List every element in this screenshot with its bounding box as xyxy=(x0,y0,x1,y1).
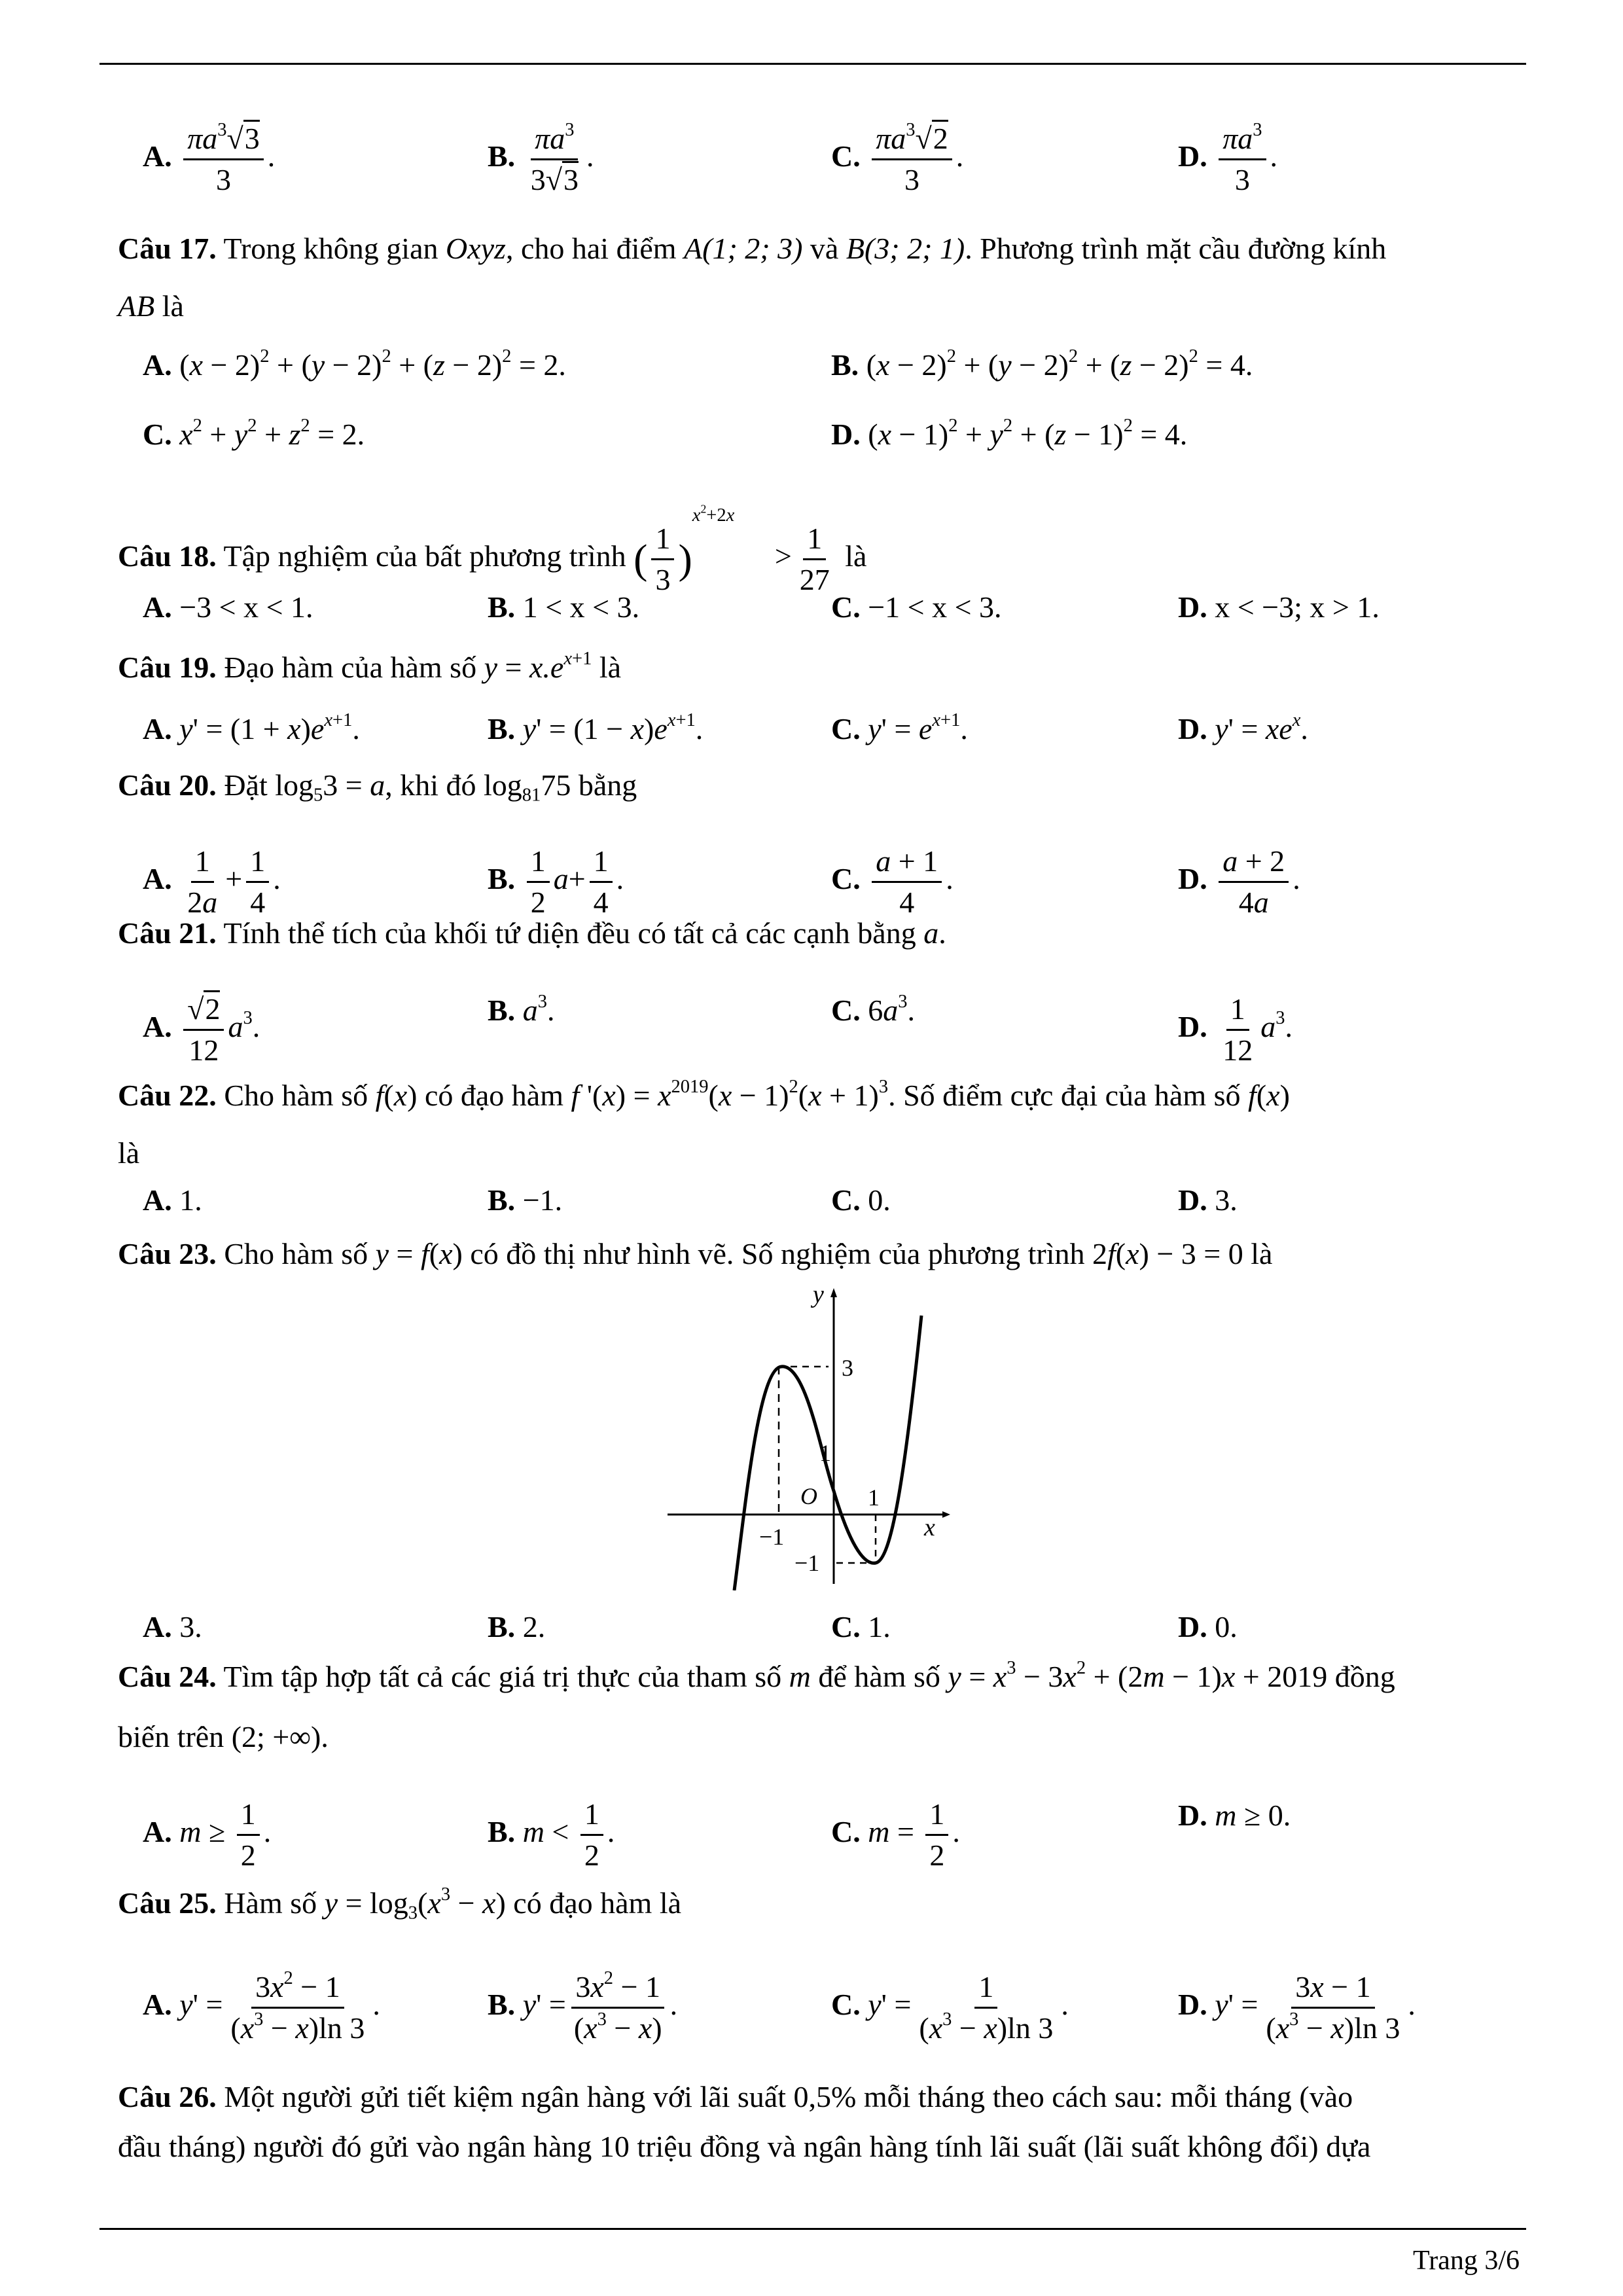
tick-label-x1: 1 xyxy=(868,1484,880,1511)
header-rule xyxy=(99,63,1526,65)
tick-label-3: 3 xyxy=(842,1355,853,1381)
q21-option-a: A. $\frac{√2}{12}$ $a^3$. xyxy=(143,992,260,1067)
q19-stem: Câu 19. Đạo hàm của hàm số $y = x.e^{x+1}$ là xyxy=(118,649,622,684)
q19-option-c: C. $y' = e^{x+1}$. xyxy=(831,710,968,745)
q23-option-a: A. 3. xyxy=(143,1610,202,1643)
q22-option-a: A. 1. xyxy=(143,1183,202,1217)
origin-label: O xyxy=(800,1483,817,1509)
q16-option-c: C. $\frac{\pi a^3√2}{3}$ . xyxy=(831,120,964,196)
q16-option-b: B. $\frac{\pi a^3}{3√3}$ . xyxy=(488,120,594,196)
q23-stem: Câu 23. Cho hàm số y = f(x) có đồ thị như hình vẽ. Số nghiệm của phương trình 2f(x) − 3 = 0 là xyxy=(118,1237,1273,1270)
q24-stem-2: biến trên (2; +∞). xyxy=(118,1720,329,1753)
x-axis-label: x xyxy=(924,1514,935,1541)
q24-option-c: C. m = $\frac{1}{2}$ . xyxy=(831,1797,960,1872)
tick-label-yminus1: −1 xyxy=(794,1550,820,1576)
q21-option-c: C. $6a^3$. xyxy=(831,992,915,1027)
q25-stem: Câu 25. Hàm số $y = \log_3(x^3 - x)$ có đạo hàm là xyxy=(118,1884,682,1924)
q25-option-b: B. y' = $\frac{3x^2 - 1}{(x^3 - x)}$ . xyxy=(488,1968,678,2045)
q22-stem-2: là xyxy=(118,1136,140,1170)
q23-graph xyxy=(661,1283,962,1590)
q18-option-a: A. −3 < x < 1. xyxy=(143,590,313,624)
q18-option-c: C. −1 < x < 3. xyxy=(831,590,1002,624)
q21-stem: Câu 21. Tính thể tích của khối tứ diện đều có tất cả các cạnh bằng a. xyxy=(118,916,946,950)
q21-option-d: D. $\frac{1}{12}$ $a^3$. xyxy=(1178,992,1293,1067)
q17-stem: Câu 17. Trong không gian Oxyz, cho hai điểm A(1; 2; 3) và B(3; 2; 1). Phương trình mặt cầu đường kính xyxy=(118,232,1387,265)
q22-option-d: D. 3. xyxy=(1178,1183,1238,1217)
q18-stem: Câu 18. Tập nghiệm của bất phương trình ( $\frac{1}{3}$ )$^{x^2+2x}$ > $\frac{1}{27}$ là xyxy=(118,503,867,596)
q17-stem-2: AB là xyxy=(118,289,184,323)
q19-option-a: A. $y' = (1 + x)e^{x+1}$. xyxy=(143,710,360,745)
q17-option-b: B. $(x - 2)^2 + (y - 2)^2 + (z - 2)^2 = 4$. xyxy=(831,346,1253,382)
q20-option-c: C. $\frac{a + 1}{4}$ . xyxy=(831,844,954,919)
page-number: Trang 3/6 xyxy=(1413,2246,1520,2276)
q19-option-b: B. $y' = (1 - x)e^{x+1}$. xyxy=(488,710,704,745)
q24-option-a: A. m ≥ $\frac{1}{2}$ . xyxy=(143,1797,272,1872)
q20-option-b: B. $\frac{1}{2}$ a+ $\frac{1}{4}$ . xyxy=(488,844,624,919)
tick-label-xminus1: −1 xyxy=(759,1524,785,1550)
q25-option-a: A. y' = $\frac{3x^2 - 1}{(x^3 - x)\ln 3}$ . xyxy=(143,1968,380,2045)
q22-option-b: B. −1. xyxy=(488,1183,563,1217)
q19-option-d: D. $y' = xe^x$. xyxy=(1178,710,1308,745)
q24-option-d: D. m ≥ 0. xyxy=(1178,1799,1291,1832)
q26-stem-2: đầu tháng) người đó gửi vào ngân hàng 10 triệu đồng và ngân hàng tính lãi suất (lãi suất không đổi) dựa xyxy=(118,2130,1371,2163)
q17-option-a: A. $(x - 2)^2 + (y - 2)^2 + (z - 2)^2 = 2$. xyxy=(143,346,566,382)
footer-rule xyxy=(99,2228,1526,2230)
q22-option-c: C. 0. xyxy=(831,1183,891,1217)
q26-stem: Câu 26. Một người gửi tiết kiệm ngân hàng với lãi suất 0,5% mỗi tháng theo cách sau: mỗi tháng (vào xyxy=(118,2080,1353,2113)
q16-option-d: D. $\frac{\pi a^3}{3}$ . xyxy=(1178,120,1278,196)
q18-option-b: B. 1 < x < 3. xyxy=(488,590,640,624)
q23-option-d: D. 0. xyxy=(1178,1610,1238,1643)
tick-label-y1: 1 xyxy=(819,1440,831,1466)
q20-option-d: D. $\frac{a + 2}{4a}$ . xyxy=(1178,844,1300,919)
q20-stem: Câu 20. Đặt $\log_53 = a$, khi đó $\log_{81}75$ bằng xyxy=(118,768,637,806)
q20-option-a: A. $\frac{1}{2a}$ + $\frac{1}{4}$ . xyxy=(143,844,281,919)
q17-option-d: D. $(x - 1)^2 + y^2 + (z - 1)^2 = 4$. xyxy=(831,416,1188,451)
q18-option-d: D. x < −3; x > 1. xyxy=(1178,590,1380,624)
q23-option-c: C. 1. xyxy=(831,1610,891,1643)
q25-option-c: C. y' = $\frac{1}{(x^3 - x)\ln 3}$ . xyxy=(831,1970,1069,2045)
q24-option-b: B. m < $\frac{1}{2}$ . xyxy=(488,1797,615,1872)
q21-option-b: B. $a^3$. xyxy=(488,992,555,1027)
q16-option-a: A. $\frac{\pi a^3√3}{3}$ . xyxy=(143,120,276,196)
y-axis-arrow xyxy=(830,1288,837,1297)
q24-stem: Câu 24. Tìm tập hợp tất cả các giá trị thực của tham số m để hàm số $y = x^3 - 3x^2 + (2m - 1)x + 2019$ đồng xyxy=(118,1658,1395,1693)
q25-option-d: D. y' = $\frac{3x - 1}{(x^3 - x)\ln 3}$ . xyxy=(1178,1970,1416,2045)
q23-option-b: B. 2. xyxy=(488,1610,546,1643)
q17-option-c: C. $x^2 + y^2 + z^2 = 2$. xyxy=(143,416,365,451)
x-axis-arrow xyxy=(942,1511,950,1518)
y-axis-label: y xyxy=(813,1283,824,1308)
q22-stem: Câu 22. Cho hàm số f(x) có đạo hàm f '$(x) = x^{2019}(x - 1)^2(x + 1)^3$. Số điểm cực đại của hàm số f(x) xyxy=(118,1077,1290,1112)
